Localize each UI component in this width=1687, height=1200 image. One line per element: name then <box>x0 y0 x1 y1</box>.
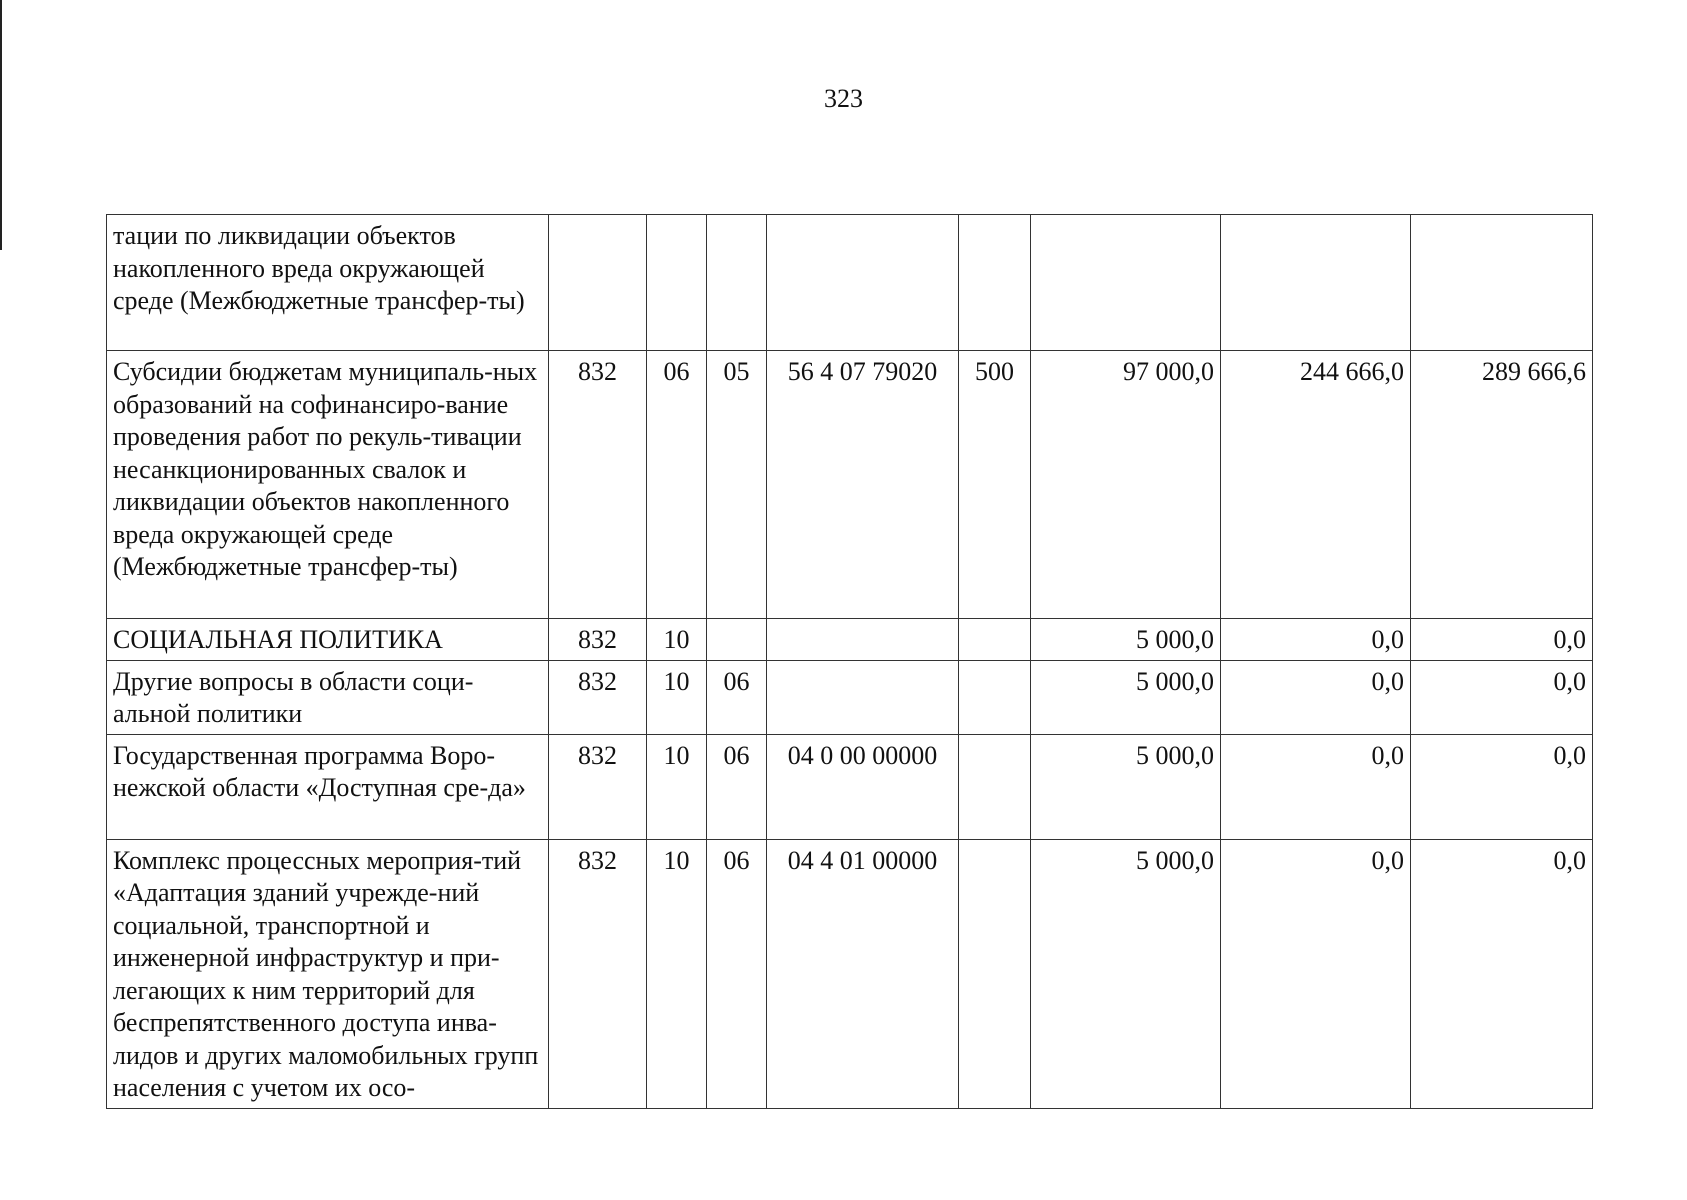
row-rz: 10 <box>647 619 707 661</box>
row-csr <box>767 619 959 661</box>
row-name: Другие вопросы в области соци-альной политики <box>107 660 549 734</box>
row-csr: 04 0 00 00000 <box>767 734 959 839</box>
row-sum-3: 289 666,6 <box>1411 351 1593 619</box>
row-sum-2: 0,0 <box>1221 660 1411 734</box>
row-rz: 10 <box>647 734 707 839</box>
row-sum-2: 0,0 <box>1221 619 1411 661</box>
row-sum-3: 0,0 <box>1411 839 1593 1108</box>
row-pr <box>707 619 767 661</box>
row-name: тации по ликвидации объектов накопленного вреда окружающей среде (Межбюджетные трансфер-ты) <box>107 215 549 351</box>
row-csr: 04 4 01 00000 <box>767 839 959 1108</box>
row-sum-2: 0,0 <box>1221 734 1411 839</box>
row-vr <box>959 215 1031 351</box>
row-rz: 10 <box>647 839 707 1108</box>
row-sum-3 <box>1411 215 1593 351</box>
left-margin-line <box>0 0 2 250</box>
row-ved: 832 <box>549 839 647 1108</box>
row-ved: 832 <box>549 734 647 839</box>
row-pr <box>707 215 767 351</box>
row-pr: 06 <box>707 839 767 1108</box>
row-pr: 06 <box>707 660 767 734</box>
row-sum-2 <box>1221 215 1411 351</box>
row-sum-1: 5 000,0 <box>1031 734 1221 839</box>
row-sum-1: 5 000,0 <box>1031 839 1221 1108</box>
table-row <box>107 660 1593 734</box>
row-csr: 56 4 07 79020 <box>767 351 959 619</box>
row-sum-3: 0,0 <box>1411 619 1593 661</box>
row-vr <box>959 839 1031 1108</box>
table-row <box>107 734 1593 839</box>
row-sum-2: 244 666,0 <box>1221 351 1411 619</box>
table-row <box>107 839 1593 1108</box>
row-sum-1: 5 000,0 <box>1031 619 1221 661</box>
row-sum-1 <box>1031 215 1221 351</box>
row-sum-3: 0,0 <box>1411 734 1593 839</box>
row-pr: 06 <box>707 734 767 839</box>
row-ved: 832 <box>549 619 647 661</box>
row-sum-1: 97 000,0 <box>1031 351 1221 619</box>
table-row <box>107 619 1593 661</box>
row-name: СОЦИАЛЬНАЯ ПОЛИТИКА <box>107 619 549 661</box>
row-vr: 500 <box>959 351 1031 619</box>
row-csr <box>767 215 959 351</box>
row-pr: 05 <box>707 351 767 619</box>
table-row <box>107 215 1593 351</box>
row-rz: 10 <box>647 660 707 734</box>
row-sum-2: 0,0 <box>1221 839 1411 1108</box>
row-vr <box>959 660 1031 734</box>
budget-table <box>106 214 1593 1109</box>
row-sum-1: 5 000,0 <box>1031 660 1221 734</box>
row-name: Государственная программа Воро-нежской области «Доступная сре-да» <box>107 734 549 839</box>
row-ved: 832 <box>549 660 647 734</box>
row-vr <box>959 619 1031 661</box>
row-csr <box>767 660 959 734</box>
row-ved: 832 <box>549 351 647 619</box>
row-sum-3: 0,0 <box>1411 660 1593 734</box>
row-ved <box>549 215 647 351</box>
row-rz: 06 <box>647 351 707 619</box>
row-name: Субсидии бюджетам муниципаль-ных образований на софинансиро-вание проведения работ по рекуль-тивации несанкционированных свалок и ликвидации объектов накопленного вреда окружающей среде (Межбюджетные трансфер-ты) <box>107 351 549 619</box>
row-rz <box>647 215 707 351</box>
page-number: 323 <box>824 84 863 113</box>
row-name: Комплекс процессных мероприя-тий «Адаптация зданий учрежде-ний социальной, транспортной и инженерной инфраструктур и при-легающих к ним территорий для беспрепятственного доступа инва-лидов и других маломобильных групп населения с учетом их осо- <box>107 839 549 1108</box>
row-vr <box>959 734 1031 839</box>
table-row <box>107 351 1593 619</box>
